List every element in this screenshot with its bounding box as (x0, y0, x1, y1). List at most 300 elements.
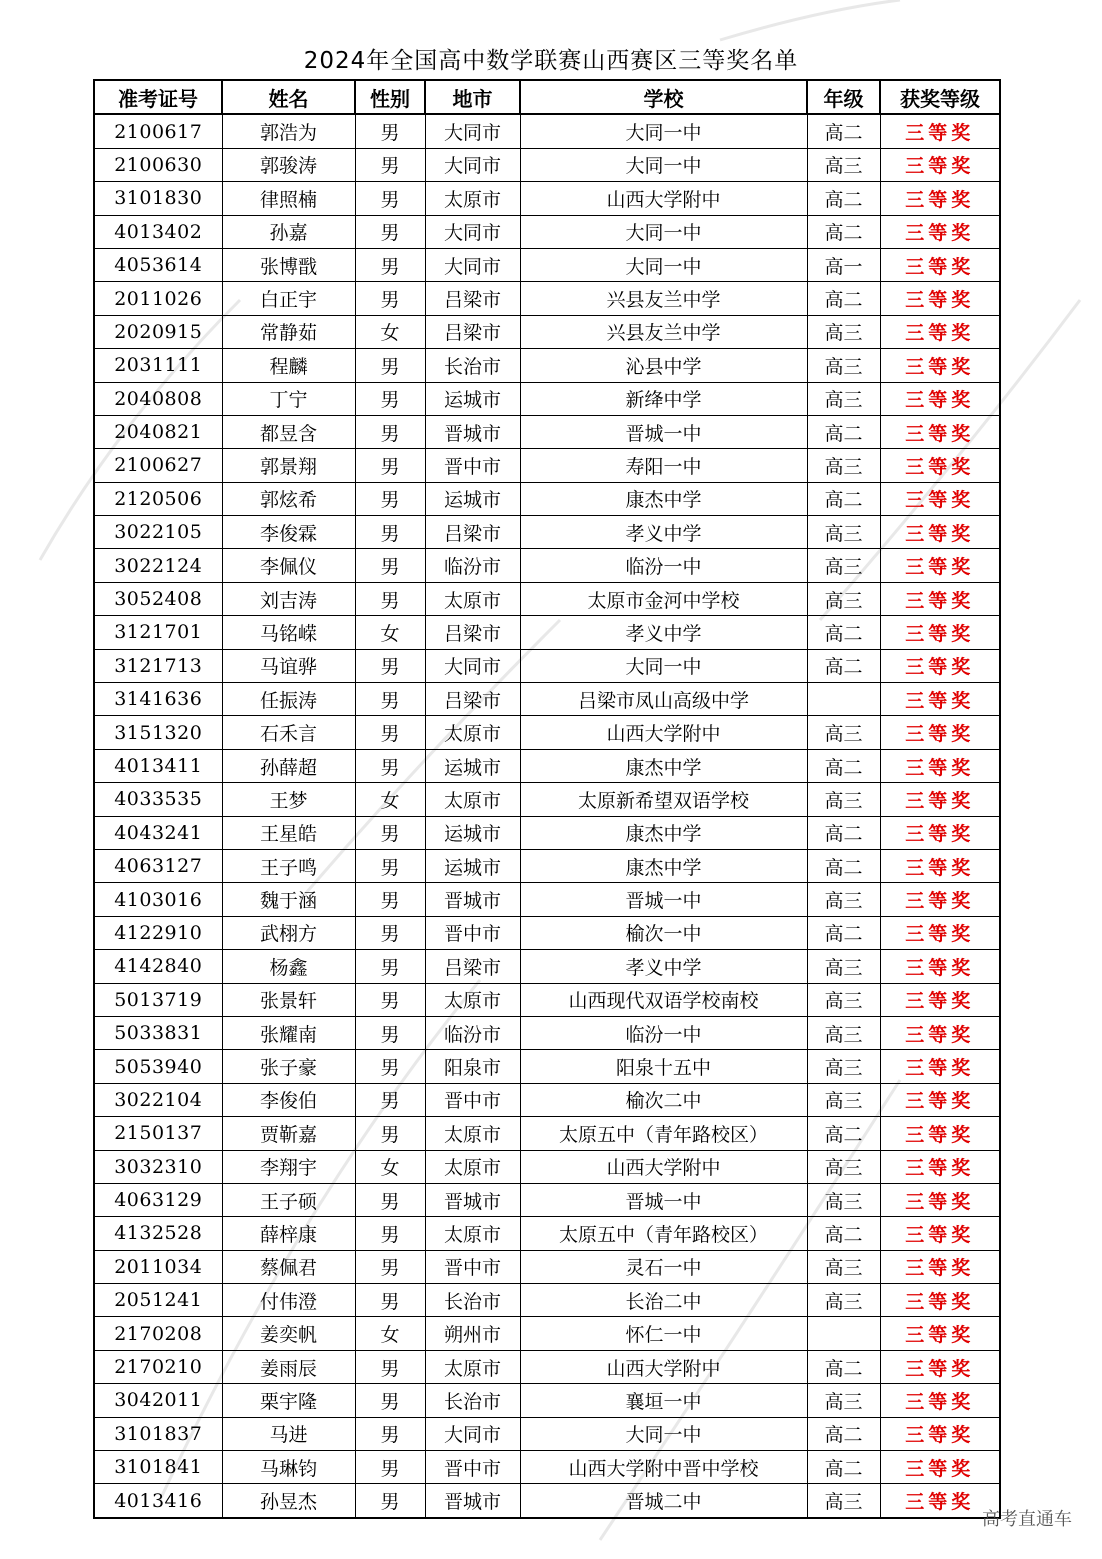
table-row (94, 382, 1000, 415)
grade-cell: 高二 (807, 482, 880, 515)
school-cell: 康杰中学 (520, 749, 807, 782)
award-cell: 三等奖 (880, 1451, 1000, 1484)
grade-cell: 高二 (807, 849, 880, 882)
city-cell: 运城市 (425, 482, 520, 515)
page-title: 2024年全国高中数学联赛山西赛区三等奖名单 (303, 48, 799, 74)
gender-cell: 男 (355, 950, 425, 983)
city-cell: 大同市 (425, 215, 520, 248)
exam-id-cell: 3121713 (94, 649, 222, 682)
city-cell: 运城市 (425, 749, 520, 782)
school-cell: 大同一中 (520, 114, 807, 148)
exam-id-cell: 5033831 (94, 1016, 222, 1049)
city-cell: 太原市 (425, 716, 520, 749)
school-cell: 山西大学附中 (520, 1350, 807, 1383)
school-cell: 康杰中学 (520, 849, 807, 882)
name-cell: 律照楠 (222, 182, 355, 215)
grade-cell: 高三 (807, 1050, 880, 1083)
city-cell: 长治市 (425, 1384, 520, 1417)
name-cell: 李佩仪 (222, 549, 355, 582)
school-cell: 沁县中学 (520, 349, 807, 382)
gender-cell: 男 (355, 182, 425, 215)
award-cell: 三等奖 (880, 315, 1000, 348)
gender-cell: 男 (355, 1016, 425, 1049)
grade-cell: 高三 (807, 1150, 880, 1183)
table-row (94, 683, 1000, 716)
grade-cell: 高一 (807, 248, 880, 281)
city-cell: 太原市 (425, 983, 520, 1016)
exam-id-cell: 4103016 (94, 883, 222, 916)
gender-cell: 男 (355, 649, 425, 682)
award-cell: 三等奖 (880, 1050, 1000, 1083)
school-cell: 临汾一中 (520, 1016, 807, 1049)
award-cell: 三等奖 (880, 716, 1000, 749)
grade-cell: 高三 (807, 549, 880, 582)
name-cell: 王子鸣 (222, 849, 355, 882)
grade-cell: 高三 (807, 315, 880, 348)
exam-id-cell: 4142840 (94, 950, 222, 983)
table-row (94, 182, 1000, 215)
school-cell: 大同一中 (520, 1417, 807, 1450)
exam-id-cell: 2150137 (94, 1117, 222, 1150)
city-cell: 运城市 (425, 382, 520, 415)
school-cell: 临汾一中 (520, 549, 807, 582)
grade-cell: 高二 (807, 215, 880, 248)
award-cell: 三等奖 (880, 883, 1000, 916)
city-cell: 晋中市 (425, 1451, 520, 1484)
table-row (94, 1451, 1000, 1484)
school-cell: 孝义中学 (520, 950, 807, 983)
name-cell: 郭浩为 (222, 114, 355, 148)
school-cell: 新绛中学 (520, 382, 807, 415)
gender-cell: 男 (355, 816, 425, 849)
school-cell: 太原五中（青年路校区） (520, 1117, 807, 1150)
name-cell: 蔡佩君 (222, 1250, 355, 1283)
exam-id-cell: 2031111 (94, 349, 222, 382)
school-cell: 襄垣一中 (520, 1384, 807, 1417)
gender-cell: 男 (355, 1417, 425, 1450)
table-row (94, 1384, 1000, 1417)
gender-cell: 男 (355, 1350, 425, 1383)
school-cell: 晋城一中 (520, 415, 807, 448)
exam-id-cell: 5053940 (94, 1050, 222, 1083)
grade-cell: 高二 (807, 1350, 880, 1383)
grade-cell: 高二 (807, 415, 880, 448)
gender-cell: 男 (355, 215, 425, 248)
gender-cell: 男 (355, 1284, 425, 1317)
grade-cell: 高三 (807, 883, 880, 916)
grade-cell: 高二 (807, 916, 880, 949)
name-cell: 马谊骅 (222, 649, 355, 682)
grade-cell: 高三 (807, 1016, 880, 1049)
city-cell: 阳泉市 (425, 1050, 520, 1083)
award-cell: 三等奖 (880, 1417, 1000, 1450)
exam-id-cell: 4013402 (94, 215, 222, 248)
name-cell: 杨鑫 (222, 950, 355, 983)
exam-id-cell: 4013411 (94, 749, 222, 782)
school-cell: 晋城二中 (520, 1484, 807, 1518)
award-cell: 三等奖 (880, 616, 1000, 649)
city-cell: 大同市 (425, 649, 520, 682)
grade-cell: 高三 (807, 148, 880, 181)
grade-cell: 高二 (807, 616, 880, 649)
gender-cell: 男 (355, 1083, 425, 1116)
grade-cell: 高三 (807, 449, 880, 482)
grade-cell: 高三 (807, 1284, 880, 1317)
city-cell: 吕梁市 (425, 315, 520, 348)
name-cell: 马琳钧 (222, 1451, 355, 1484)
school-cell: 太原市金河中学校 (520, 582, 807, 615)
table-row (94, 148, 1000, 181)
school-cell: 大同一中 (520, 248, 807, 281)
award-cell: 三等奖 (880, 215, 1000, 248)
table-row (94, 582, 1000, 615)
header-gender: 性别 (355, 80, 425, 114)
award-cell: 三等奖 (880, 1150, 1000, 1183)
header-grade: 年级 (807, 80, 880, 114)
school-cell: 阳泉十五中 (520, 1050, 807, 1083)
grade-cell: 高三 (807, 516, 880, 549)
header-exam-id: 准考证号 (94, 80, 222, 114)
table-header-row (94, 80, 1000, 114)
award-cell: 三等奖 (880, 1350, 1000, 1383)
grade-cell: 高三 (807, 1083, 880, 1116)
school-cell: 晋城一中 (520, 883, 807, 916)
table-row (94, 1417, 1000, 1450)
city-cell: 晋中市 (425, 1083, 520, 1116)
school-cell: 山西大学附中 (520, 182, 807, 215)
name-cell: 程麟 (222, 349, 355, 382)
school-cell: 长治二中 (520, 1284, 807, 1317)
gender-cell: 女 (355, 783, 425, 816)
name-cell: 王子硕 (222, 1183, 355, 1216)
grade-cell: 高三 (807, 1384, 880, 1417)
city-cell: 吕梁市 (425, 683, 520, 716)
table-row (94, 282, 1000, 315)
exam-id-cell: 3042011 (94, 1384, 222, 1417)
name-cell: 张子豪 (222, 1050, 355, 1083)
grade-cell: 高三 (807, 1183, 880, 1216)
gender-cell: 男 (355, 1117, 425, 1150)
name-cell: 石禾言 (222, 716, 355, 749)
award-cell: 三等奖 (880, 950, 1000, 983)
name-cell: 郭景翔 (222, 449, 355, 482)
exam-id-cell: 3101841 (94, 1451, 222, 1484)
award-cell: 三等奖 (880, 1317, 1000, 1350)
gender-cell: 男 (355, 916, 425, 949)
school-cell: 大同一中 (520, 148, 807, 181)
table-row (94, 1050, 1000, 1083)
school-cell: 吕梁市凤山高级中学 (520, 683, 807, 716)
name-cell: 常静茹 (222, 315, 355, 348)
exam-id-cell: 2040808 (94, 382, 222, 415)
gender-cell: 男 (355, 749, 425, 782)
table-row (94, 649, 1000, 682)
name-cell: 李翔宇 (222, 1150, 355, 1183)
award-cell: 三等奖 (880, 1284, 1000, 1317)
award-cell: 三等奖 (880, 482, 1000, 515)
grade-cell: 高二 (807, 1217, 880, 1250)
award-cell: 三等奖 (880, 683, 1000, 716)
city-cell: 吕梁市 (425, 282, 520, 315)
exam-id-cell: 2120506 (94, 482, 222, 515)
table-row (94, 549, 1000, 582)
exam-id-cell: 2100630 (94, 148, 222, 181)
name-cell: 姜奕帆 (222, 1317, 355, 1350)
grade-cell: 高二 (807, 1117, 880, 1150)
table-row (94, 449, 1000, 482)
gender-cell: 男 (355, 1451, 425, 1484)
award-cell: 三等奖 (880, 148, 1000, 181)
school-cell: 兴县友兰中学 (520, 315, 807, 348)
city-cell: 长治市 (425, 1284, 520, 1317)
city-cell: 大同市 (425, 148, 520, 181)
city-cell: 晋中市 (425, 449, 520, 482)
gender-cell: 男 (355, 449, 425, 482)
exam-id-cell: 5013719 (94, 983, 222, 1016)
award-cell: 三等奖 (880, 849, 1000, 882)
exam-id-cell: 3121701 (94, 616, 222, 649)
school-cell: 兴县友兰中学 (520, 282, 807, 315)
exam-id-cell: 2170210 (94, 1350, 222, 1383)
school-cell: 大同一中 (520, 215, 807, 248)
city-cell: 临汾市 (425, 549, 520, 582)
gender-cell: 男 (355, 1384, 425, 1417)
grade-cell: 高三 (807, 349, 880, 382)
table-row (94, 482, 1000, 515)
name-cell: 李俊霖 (222, 516, 355, 549)
table-row (94, 1150, 1000, 1183)
grade-cell: 高二 (807, 114, 880, 148)
city-cell: 大同市 (425, 114, 520, 148)
school-cell: 怀仁一中 (520, 1317, 807, 1350)
school-cell: 榆次一中 (520, 916, 807, 949)
city-cell: 晋城市 (425, 1183, 520, 1216)
table-row (94, 816, 1000, 849)
award-cell: 三等奖 (880, 983, 1000, 1016)
gender-cell: 男 (355, 1484, 425, 1518)
table-row (94, 215, 1000, 248)
gender-cell: 男 (355, 282, 425, 315)
table-row (94, 516, 1000, 549)
award-cell: 三等奖 (880, 282, 1000, 315)
exam-id-cell: 3022124 (94, 549, 222, 582)
school-cell: 大同一中 (520, 649, 807, 682)
exam-id-cell: 3141636 (94, 683, 222, 716)
city-cell: 太原市 (425, 1350, 520, 1383)
table-row (94, 616, 1000, 649)
city-cell: 大同市 (425, 248, 520, 281)
city-cell: 晋城市 (425, 415, 520, 448)
name-cell: 都昱含 (222, 415, 355, 448)
name-cell: 孙嘉 (222, 215, 355, 248)
name-cell: 张博戬 (222, 248, 355, 281)
school-cell: 山西现代双语学校南校 (520, 983, 807, 1016)
award-cell: 三等奖 (880, 649, 1000, 682)
school-cell: 太原五中（青年路校区） (520, 1217, 807, 1250)
name-cell: 郭炫希 (222, 482, 355, 515)
gender-cell: 男 (355, 849, 425, 882)
gender-cell: 男 (355, 349, 425, 382)
table-row (94, 1317, 1000, 1350)
table-row (94, 916, 1000, 949)
city-cell: 晋中市 (425, 916, 520, 949)
grade-cell: 高二 (807, 816, 880, 849)
header-city: 地市 (425, 80, 520, 114)
name-cell: 王星皓 (222, 816, 355, 849)
gender-cell: 男 (355, 482, 425, 515)
city-cell: 太原市 (425, 1150, 520, 1183)
table-row (94, 883, 1000, 916)
city-cell: 太原市 (425, 1117, 520, 1150)
table-row (94, 349, 1000, 382)
award-cell: 三等奖 (880, 114, 1000, 148)
name-cell: 孙薛超 (222, 749, 355, 782)
award-cell: 三等奖 (880, 1217, 1000, 1250)
grade-cell: 高三 (807, 1250, 880, 1283)
school-cell: 榆次二中 (520, 1083, 807, 1116)
gender-cell: 女 (355, 616, 425, 649)
name-cell: 付伟澄 (222, 1284, 355, 1317)
name-cell: 张耀南 (222, 1016, 355, 1049)
grade-cell: 高二 (807, 1451, 880, 1484)
city-cell: 晋城市 (425, 883, 520, 916)
award-cell: 三等奖 (880, 549, 1000, 582)
gender-cell: 女 (355, 1317, 425, 1350)
city-cell: 长治市 (425, 349, 520, 382)
award-table (93, 79, 1001, 1519)
exam-id-cell: 4043241 (94, 816, 222, 849)
gender-cell: 男 (355, 248, 425, 281)
city-cell: 太原市 (425, 1217, 520, 1250)
exam-id-cell: 2011026 (94, 282, 222, 315)
gender-cell: 男 (355, 683, 425, 716)
exam-id-cell: 3052408 (94, 582, 222, 615)
grade-cell (807, 1317, 880, 1350)
grade-cell: 高三 (807, 382, 880, 415)
table-row (94, 415, 1000, 448)
table-row (94, 114, 1000, 148)
gender-cell: 男 (355, 1250, 425, 1283)
grade-cell (807, 683, 880, 716)
name-cell: 薛梓康 (222, 1217, 355, 1250)
table-body (94, 114, 1000, 1517)
exam-id-cell: 3032310 (94, 1150, 222, 1183)
gender-cell: 男 (355, 983, 425, 1016)
grade-cell: 高二 (807, 749, 880, 782)
exam-id-cell: 4053614 (94, 248, 222, 281)
school-cell: 灵石一中 (520, 1250, 807, 1283)
exam-id-cell: 4063127 (94, 849, 222, 882)
city-cell: 临汾市 (425, 1016, 520, 1049)
award-cell: 三等奖 (880, 1250, 1000, 1283)
grade-cell: 高三 (807, 582, 880, 615)
exam-id-cell: 2020915 (94, 315, 222, 348)
school-cell: 寿阳一中 (520, 449, 807, 482)
exam-id-cell: 3022104 (94, 1083, 222, 1116)
grade-cell: 高二 (807, 649, 880, 682)
school-cell: 太原新希望双语学校 (520, 783, 807, 816)
table-row (94, 315, 1000, 348)
exam-id-cell: 4013416 (94, 1484, 222, 1518)
city-cell: 运城市 (425, 816, 520, 849)
exam-id-cell: 4132528 (94, 1217, 222, 1250)
grade-cell: 高三 (807, 1484, 880, 1518)
award-cell: 三等奖 (880, 916, 1000, 949)
city-cell: 吕梁市 (425, 616, 520, 649)
grade-cell: 高二 (807, 182, 880, 215)
exam-id-cell: 2170208 (94, 1317, 222, 1350)
table-row (94, 1016, 1000, 1049)
exam-id-cell: 2100627 (94, 449, 222, 482)
gender-cell: 男 (355, 415, 425, 448)
header-award: 获奖等级 (880, 80, 1000, 114)
footer-brand: 高考直通车 (982, 1509, 1072, 1530)
name-cell: 马铭嵘 (222, 616, 355, 649)
gender-cell: 男 (355, 582, 425, 615)
city-cell: 运城市 (425, 849, 520, 882)
header-name: 姓名 (222, 80, 355, 114)
award-cell: 三等奖 (880, 749, 1000, 782)
gender-cell: 男 (355, 382, 425, 415)
city-cell: 吕梁市 (425, 516, 520, 549)
exam-id-cell: 2011034 (94, 1250, 222, 1283)
grade-cell: 高二 (807, 1417, 880, 1450)
award-cell: 三等奖 (880, 1016, 1000, 1049)
name-cell: 魏于涵 (222, 883, 355, 916)
school-cell: 山西大学附中晋中学校 (520, 1451, 807, 1484)
award-cell: 三等奖 (880, 382, 1000, 415)
grade-cell: 高三 (807, 716, 880, 749)
grade-cell: 高二 (807, 282, 880, 315)
name-cell: 丁宁 (222, 382, 355, 415)
city-cell: 太原市 (425, 182, 520, 215)
name-cell: 李俊伯 (222, 1083, 355, 1116)
exam-id-cell: 3022105 (94, 516, 222, 549)
table-row (94, 950, 1000, 983)
grade-cell: 高三 (807, 783, 880, 816)
gender-cell: 男 (355, 1183, 425, 1216)
award-cell: 三等奖 (880, 415, 1000, 448)
gender-cell: 男 (355, 1050, 425, 1083)
city-cell: 太原市 (425, 582, 520, 615)
award-cell: 三等奖 (880, 516, 1000, 549)
table-row (94, 1183, 1000, 1216)
school-cell: 孝义中学 (520, 516, 807, 549)
gender-cell: 男 (355, 516, 425, 549)
award-cell: 三等奖 (880, 1384, 1000, 1417)
award-cell: 三等奖 (880, 182, 1000, 215)
name-cell: 孙昱杰 (222, 1484, 355, 1518)
school-cell: 康杰中学 (520, 816, 807, 849)
name-cell: 郭骏涛 (222, 148, 355, 181)
award-cell: 三等奖 (880, 449, 1000, 482)
award-cell: 三等奖 (880, 582, 1000, 615)
gender-cell: 男 (355, 148, 425, 181)
gender-cell: 男 (355, 883, 425, 916)
award-cell: 三等奖 (880, 349, 1000, 382)
award-cell: 三等奖 (880, 248, 1000, 281)
exam-id-cell: 3101830 (94, 182, 222, 215)
award-cell: 三等奖 (880, 816, 1000, 849)
name-cell: 贾靳嘉 (222, 1117, 355, 1150)
table-row (94, 1083, 1000, 1116)
table-row (94, 1350, 1000, 1383)
exam-id-cell: 2040821 (94, 415, 222, 448)
table-row (94, 1250, 1000, 1283)
name-cell: 姜雨辰 (222, 1350, 355, 1383)
gender-cell: 男 (355, 716, 425, 749)
city-cell: 吕梁市 (425, 950, 520, 983)
